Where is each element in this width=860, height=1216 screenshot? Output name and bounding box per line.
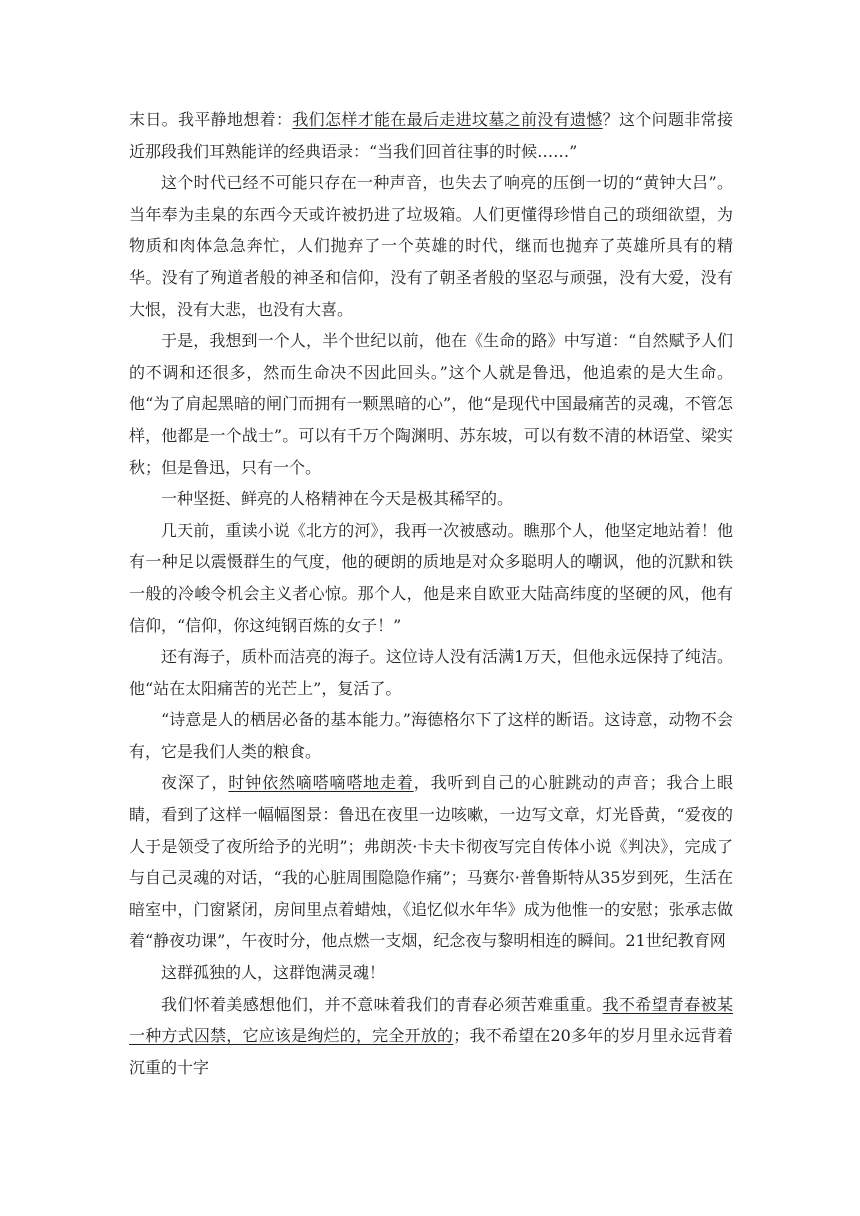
underlined-text: 我们怎样才能在最后走进坟墓之前没有遗憾: [292, 110, 603, 129]
underlined-text: 时钟依然嘀嗒嘀嗒地走着: [228, 773, 414, 793]
paragraph: [129, 167, 733, 325]
text-segment: 于是，我想到一个人，半个世纪以前，他在《生命的路》中写道：“自然赋予人们的不调和还很多，然而生命决不因此回头。”这个人就是鲁迅，他追索的是大生命。他“为了肩起黑暗的闸门而拥有一颗黑暗的心”，他“是现代中国最痛苦的灵魂，不管怎样，他都是一个战士”。可以有千万个陶渊明、苏东坡，可以有数不清的林语堂、梁实秋；但是鲁迅，只有一个。: [129, 331, 733, 477]
text-segment: ；我不希望在20多年的岁月里永远背着沉重的十字: [129, 1026, 733, 1077]
article-body: [129, 104, 733, 1083]
text-segment: 这个时代已经不可能只存在一种声音，也失去了响亮的压倒一切的“黄钟大吕”。当年奉为圭臬的东西今天或许被扔进了垃圾箱。人们更懂得珍惜自己的琐细欲望，为物质和肉体急急奔忙，人们抛弃了一个英雄的时代，继而也抛弃了英雄所具有的精华。没有了殉道者般的神圣和信仰，没有了朝圣者般的坚忍与顽强，没有大爱，没有大恨，没有大悲，也没有大喜。: [129, 173, 733, 319]
underlined-text: 我不希望青春被某一种方式囚禁，它应该是绚烂的，完全开放的: [129, 994, 733, 1046]
text-segment: 几天前，重读小说《北方的河》，我再一次被感动。瞧那个人，他坚定地站着！他有一种足以震慑群生的气度，他的硬朗的质地是对众多聪明人的嘲讽，他的沉默和铁一般的冷峻令机会主义者心惊。那个人，他是来自欧亚大陆高纬度的坚硬的风，他有信仰，“信仰，你这纯钢百炼的女子！”: [129, 520, 733, 635]
text-segment: 夜深了，: [161, 773, 229, 793]
text-segment: 我们怀着美感想他们，并不意味着我们的青春必须苦难重重。: [161, 994, 603, 1014]
paragraph: [129, 483, 733, 515]
text-segment: 末日。我平静地想着：: [129, 110, 293, 129]
text-segment: “诗意是人的栖居必备的基本能力。”海德格尔下了这样的断语。这诗意，动物不会有，它是我们人类的粮食。: [129, 710, 733, 761]
text-segment: ？这个问题非常接近那段我们耳熟能详的经典语录：“当我们回首往事的时候……”: [129, 110, 733, 161]
text-segment: 这群孤独的人，这群饱满灵魂！: [161, 963, 386, 983]
paragraph: [129, 515, 733, 641]
paragraph: [129, 957, 733, 989]
text-segment: ，我听到自己的心脏跳动的声音；我合上眼睛，看到了这样一幅幅图景：鲁迅在夜里一边咳嗽，一边写文章，灯光昏黄，“爱夜的人于是领受了夜所给予的光明”；弗朗茨·卡夫卡彻夜写完自传体小说《判决》，完成了与自己灵魂的对话，“我的心脏周围隐隐作痛”；马赛尔·普鲁斯特从35岁到死，生活在暗室中，门窗紧闭，房间里点着蜡烛，《追忆似水年华》成为他惟一的安慰；张承志做着“静夜功课”，午夜时分，他点燃一支烟，纪念夜与黎明相连的瞬间。21世纪教育网: [129, 773, 733, 951]
paragraph: [129, 989, 733, 1084]
paragraph: [129, 641, 733, 704]
text-segment: 还有海子，质朴而洁亮的海子。这位诗人没有活满1万天，但他永远保持了纯洁。他“站在太阳痛苦的光芒上”，复活了。: [129, 647, 733, 698]
paragraph: [129, 104, 733, 167]
paragraph: [129, 767, 733, 957]
paragraph: [129, 325, 733, 483]
text-segment: 一种坚挺、鲜亮的人格精神在今天是极其稀罕的。: [161, 489, 514, 509]
paragraph: [129, 704, 733, 767]
